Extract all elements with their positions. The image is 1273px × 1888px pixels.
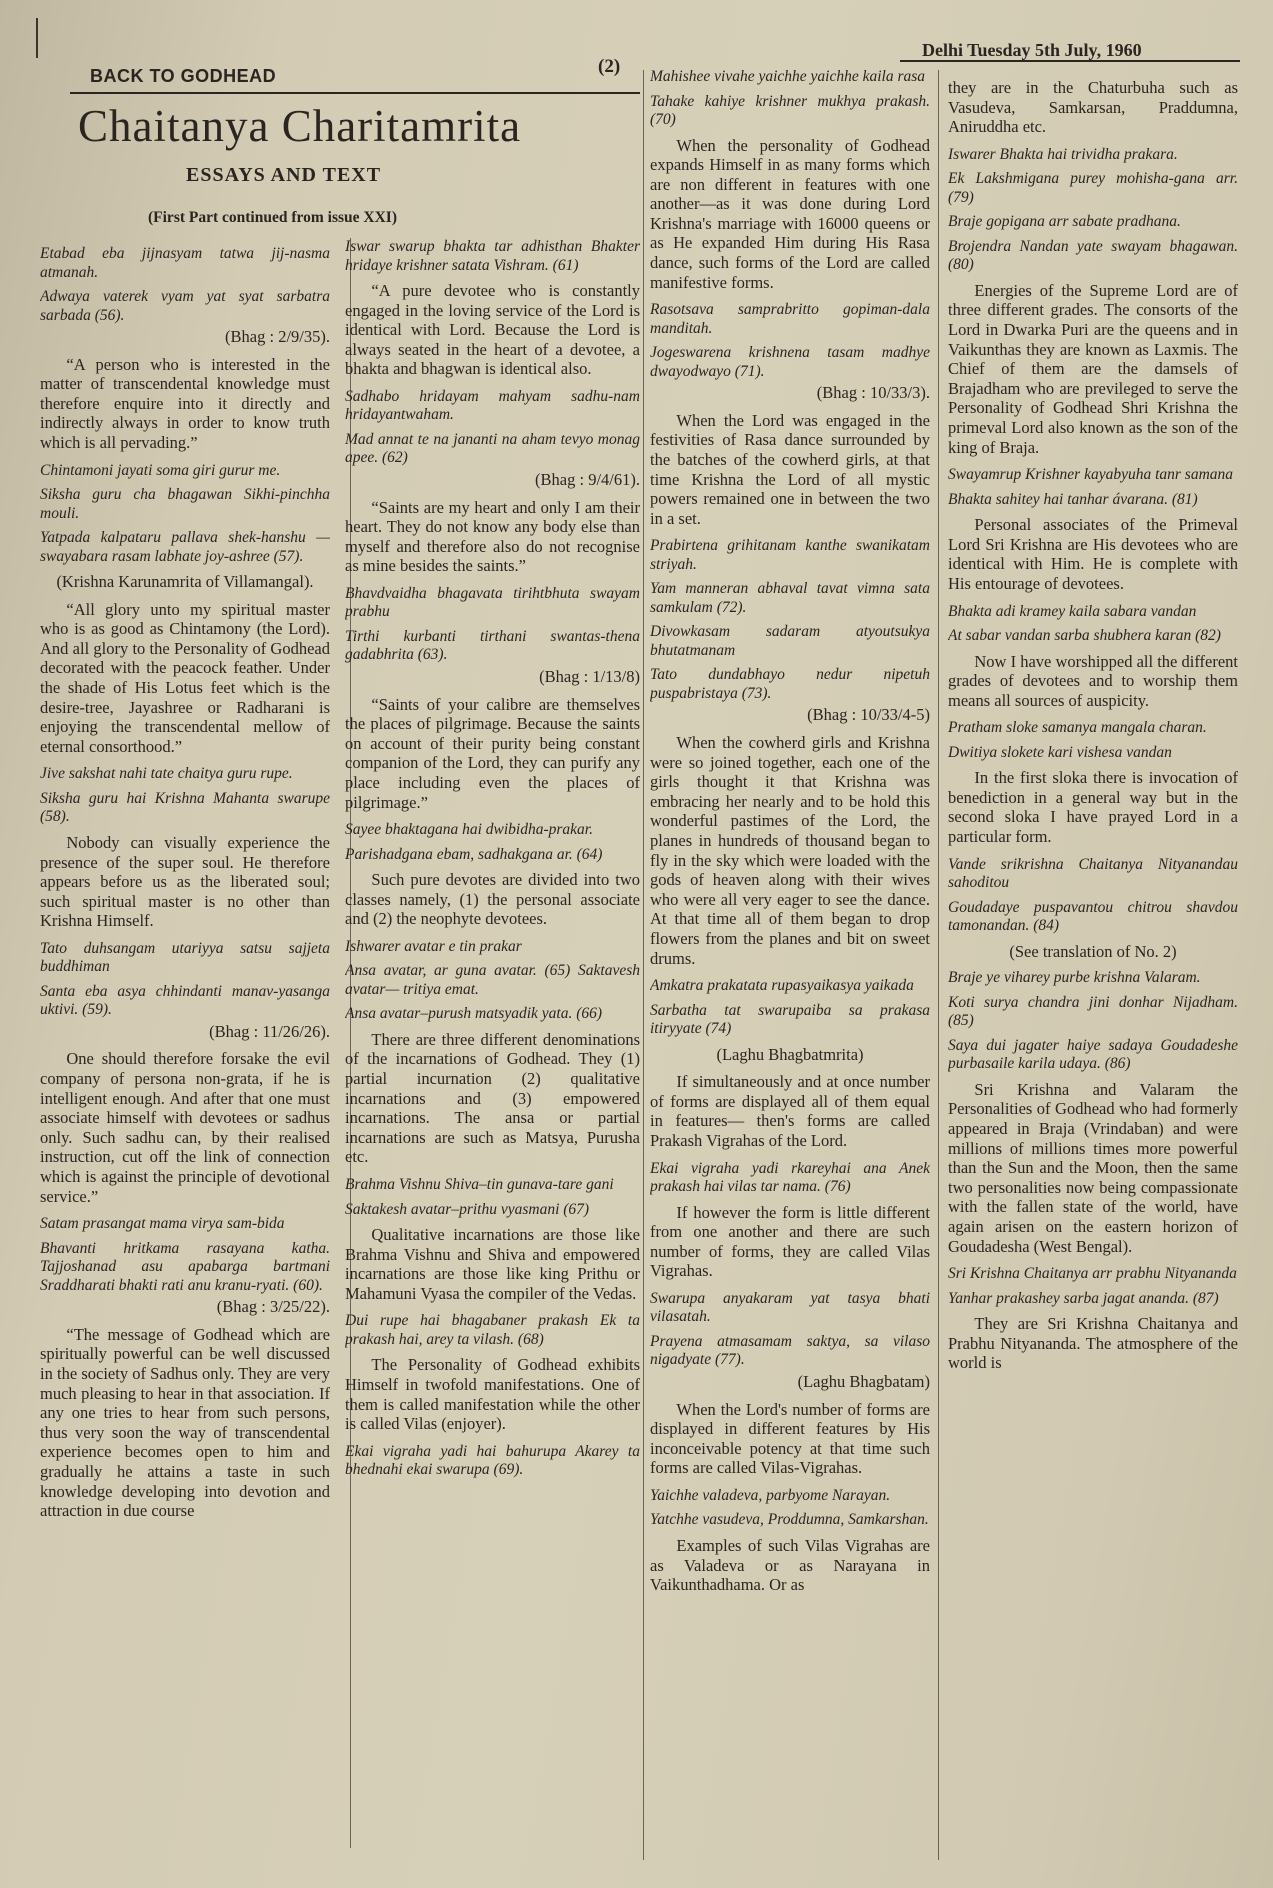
verse-text: Iswarer Bhakta hai trividha prakara.: [948, 145, 1178, 163]
verse-text: Prabirtena grihitanam kanthe swanikatam striyah.: [650, 537, 930, 573]
verse-text: Prayena atmasamam saktya, sa vilaso nigadyate (77).: [650, 1332, 930, 1369]
paragraph: If simultaneously and at once number of forms are displayed all of them equal in features— then's forms are called Prakash Vigrahas of the Lord.: [650, 1072, 930, 1150]
paragraph: Qualitative incarnations are those like Brahma Vishnu and Shiva and empowered incarnations are those like king Prithu or Mahamuni Vyasa the compiler of the Vedas.: [345, 1225, 640, 1303]
verse-text: Mahishee vivahe yaichhe yaichhe kaila rasa: [650, 68, 926, 85]
paragraph: There are three different denominations of the incarnations of Godhead. They (1) partial incurnation (2) qualitative incarnations and (3) empowered incarnations. The ansa or partial incarnations are such as Matsya, Purusha etc.: [345, 1029, 640, 1167]
continuation-note: (First Part continued from issue XXI): [148, 209, 397, 226]
column-4: [948, 78, 1238, 1868]
column-divider: [938, 70, 939, 1860]
verse-text: Ishwarer avatar e tin prakar: [345, 937, 522, 955]
verse-text: Iswar swarup bhakta tar adhisthan Bhakter hridaye krishner satata Vishram. (61): [345, 238, 640, 274]
paragraph: Energies of the Supreme Lord are of three different grades. The consorts of the Lord in Dwarka Puri are the queens and in Vaikunthas they are known as Laxmis. The Chief of them are the damsels of Brajadham who are previleged to serve the Personality of Godhead Shri Krishna the primeval Lord also known as the son of the king of Braja.: [948, 280, 1238, 457]
verse-text: Koti surya chandra jini donhar Nijadham. (85): [948, 993, 1238, 1030]
paragraph: The Personality of Godhead exhibits Himself in twofold manifestations. One of them is called manifestation while the other is called Vilas (enjoyer).: [345, 1355, 640, 1434]
dateline: Delhi Tuesday 5th July, 1960: [922, 40, 1142, 60]
verse-text: Bhakta adi kramey kaila sabara vandan: [948, 602, 1197, 620]
verse-text: Bhakta sahitey hai tanhar ávarana. (81): [948, 490, 1198, 508]
verse-text: Brahma Vishnu Shiva–tin gunava-tare gani: [345, 1176, 614, 1194]
verse-text: Etabad eba jijnasyam tatwa jij-nasma atmanah.: [40, 245, 330, 281]
verse-text: Sarbatha tat swarupaiba sa prakasa itiryyate (74): [650, 1001, 930, 1038]
paragraph: “All glory unto my spiritual master who is as good as Chintamony (the Lord). And all glory to the Personality of Godhead decorated with the peacock feather. Under the shade of His Lotus feet which is the desire-tree, Jayashree or Radharani is enjoying the transcendental mellow of eternal consorthood.”: [40, 599, 330, 756]
verse-text: Yatpada kalpataru pallava shek-hanshu —swayabara rasam labhate joy-ashree (57).: [40, 529, 330, 565]
paragraph: Examples of such Vilas Vigrahas are as Valadeva or as Narayana in Vaikunthadhama. Or as: [650, 1535, 930, 1595]
column-3: [650, 68, 930, 1858]
verse-text: Parishadgana ebam, sadhakgana ar. (64): [345, 845, 603, 863]
paragraph: “A pure devotee who is constantly engaged in the loving service of the Lord is identical with Lord. Because the Lord is always seated in the heart of a devotee, a bhakta and bhagwan is identical also.: [345, 281, 640, 379]
source-citation: (Laghu Bhagbatmrita): [716, 1044, 864, 1064]
verse-text: Sri Krishna Chaitanya arr prabhu Nityananda: [948, 1265, 1237, 1283]
paragraph: If however the form is little different from one another and there are such number of forms, they are called Vilas Vigrahas.: [650, 1202, 930, 1281]
paragraph: Sri Krishna and Valaram the Personalities of Godhead who had formerly appeared in Braja (Vrindaban) and were millions of millions times more powerful than the Sun and the Moon, then the same two personalities now being compassionate with the fallen state of the world, have again arisen on the eastern horizon of Goudadesha (West Bengal).: [948, 1079, 1238, 1256]
source-citation: (See translation of No. 2): [1009, 941, 1177, 961]
verse-text: Adwaya vaterek vyam yat syat sarbatra sarbada (56).: [40, 288, 330, 324]
verse-text: Dui rupe hai bhagabaner prakash Ek ta prakash hai, arey ta vilash. (68): [345, 1312, 640, 1348]
verse-text: Goudadaye puspavantou chitrou shavdou tamonandan. (84): [948, 898, 1238, 935]
article-subtitle: ESSAYS AND TEXT: [186, 164, 382, 186]
verse-text: Yatchhe vasudeva, Proddumna, Samkarshan.: [650, 1511, 929, 1529]
paragraph: “Saints are my heart and only I am their heart. They do not know any body else than myself and therefore also do not recognise as mine besides the saints.”: [345, 497, 640, 576]
verse-text: Amkatra prakatata rupasyaikasya yaikada: [650, 977, 914, 995]
verse-text: Ansa avatar, ar guna avatar. (65) Saktavesh avatar— tritiya emat.: [345, 962, 640, 998]
paragraph: Personal associates of the Primeval Lord Sri Krishna are His devotees who are identical with Him. He is complete with His entourage of devotees.: [948, 515, 1238, 593]
verse-text: Tirthi kurbanti tirthani swantas-thena gadabhrita (63).: [345, 627, 640, 664]
page-number: (2): [598, 56, 621, 77]
verse-text: Saktakesh avatar–prithu vyasmani (67): [345, 1200, 590, 1218]
verse-text: Saya dui jagater haiye sadaya Goudadeshe purbasaile karila udaya. (86): [948, 1036, 1238, 1073]
verse-text: Chintamoni jayati soma giri gurur me.: [40, 461, 281, 479]
verse-text: Tato dundabhayo nedur nipetuh puspabristaya (73).: [650, 666, 930, 702]
scripture-reference: (Bhag : 11/26/26).: [209, 1021, 330, 1041]
scripture-reference: (Bhag : 2/9/35).: [225, 327, 330, 346]
source-citation: (Krishna Karunamrita of Villamangal).: [56, 572, 314, 592]
verse-text: Ekai vigraha yadi hai bahurupa Akarey ta bhednahi ekai swarupa (69).: [345, 1442, 640, 1479]
paragraph: Nobody can visually experience the presence of the super soul. He therefore appears before us as the liberated soul; such spiritual master is no other than Krishna Himself.: [40, 832, 330, 931]
paragraph: When the personality of Godhead expands Himself in as many forms which are non different in features with one another—as it was done during Lord Krishna's marriage with 16000 queens or as He expanded Him during His Rasa dance, such forms of the Lord are called manifestive forms.: [650, 135, 930, 292]
verse-text: Satam prasangat mama virya sam-bida: [40, 1215, 285, 1233]
verse-text: Yanhar prakashey sarba jagat ananda. (87): [948, 1289, 1219, 1307]
verse-text: Jive sakshat nahi tate chaitya guru rupe.: [40, 765, 293, 783]
verse-text: Dwitiya slokete kari vishesa vandan: [948, 743, 1172, 761]
pencil-margin-mark: [36, 18, 38, 58]
verse-text: Rasotsava samprabritto gopiman-dala manditah.: [650, 301, 930, 337]
verse-text: Tahake kahiye krishner mukhya prakash. (70): [650, 92, 930, 128]
column-1: [40, 245, 330, 1855]
paragraph: They are Sri Krishna Chaitanya and Prabhu Nityananda. The atmosphere of the world is: [948, 1314, 1238, 1373]
header-rule-left: [70, 92, 640, 94]
scripture-reference: (Bhag : 1/13/8): [539, 666, 640, 686]
verse-text: Santa eba asya chhindanti manav-yasanga uktivi. (59).: [40, 982, 330, 1019]
paragraph: Now I have worshipped all the different grades of devotees and to worship them means all sources of auspicity.: [948, 651, 1238, 710]
verse-text: Vande srikrishna Chaitanya Nityanandau sahoditou: [948, 855, 1238, 892]
verse-text: Bhavdvaidha bhagavata tirihtbhuta swayam prabhu: [345, 584, 640, 621]
verse-text: Mad annat te na jananti na aham tevyo monag apee. (62): [345, 430, 640, 467]
article-heading: [78, 100, 638, 227]
scripture-reference: (Laghu Bhagbatam): [797, 1371, 930, 1391]
verse-text: Swarupa anyakaram yat tasya bhati vilasatah.: [650, 1289, 930, 1326]
paragraph: “A person who is interested in the matter of transcendental knowledge must therefore enquire into it directly and indirectly always in order to know truth which is all pervading.”: [40, 354, 330, 452]
paragraph: “Saints of your calibre are themselves the places of pilgrimage. Because the saints on account of their purity being constant companion of the Lord, they can purify any place including even the places of pilgrimage.”: [345, 694, 640, 812]
paragraph: Such pure devotes are divided into two classes namely, (1) the personal associate and (2) the neophyte devotees.: [345, 870, 640, 929]
verse-text: Ek Lakshmigana purey mohisha-gana arr. (79): [948, 170, 1238, 206]
verse-text: Siksha guru cha bhagawan Sikhi-pinchha mouli.: [40, 486, 330, 522]
scripture-reference: (Bhag : 9/4/61).: [535, 469, 640, 489]
verse-text: Yam manneran abhaval tavat vimna sata samkulam (72).: [650, 580, 930, 616]
verse-text: Braje ye viharey purbe krishna Valaram.: [948, 969, 1201, 987]
verse-text: Bhavanti hritkama rasayana katha. Tajjoshanad asu apabarga bartmani Sraddharati bhakti rati anu kranu-ryati. (60).: [40, 1239, 330, 1294]
verse-text: Jogeswarena krishnena tasam madhye dwayodwayo (71).: [650, 344, 930, 380]
paragraph: “The message of Godhead which are spiritually powerful can be well discussed in the society of Sadhus only. They are very much pleasing to hear in that association. If any one tries to hear from such persons, thus very soon the way of transcendental experience becomes open to him and gradually he attains a taste in such knowledge developing into devotion and attraction in due course: [40, 1324, 330, 1521]
paragraph: In the first sloka there is invocation of benediction in a general way but in the second sloka I have prayed Lord in a particular form.: [948, 768, 1238, 847]
paragraph: One should therefore forsake the evil company of persona non-grata, if he is intelligent enough. And after that one must associate himself with devotees or sadhus only. Such sadhu can, by their realised instruction, cut off the link of connection which is against the principle of devotional service.”: [40, 1049, 330, 1206]
verse-text: Sadhabo hridayam mahyam sadhu-nam hridayantwaham.: [345, 387, 640, 424]
header-rule-right: [900, 60, 1240, 62]
verse-text: Yaichhe valadeva, parbyome Narayan.: [650, 1486, 891, 1504]
column-divider: [643, 70, 644, 1860]
scripture-reference: (Bhag : 10/33/3).: [816, 383, 930, 403]
verse-text: Sayee bhaktagana hai dwibidha-prakar.: [345, 821, 593, 839]
verse-text: Siksha guru hai Krishna Mahanta swarupe (58).: [40, 789, 330, 826]
verse-text: Ansa avatar–purush matsyadik yata. (66): [345, 1005, 603, 1023]
scripture-reference: (Bhag : 3/25/22).: [216, 1297, 330, 1317]
scripture-reference: (Bhag : 10/33/4-5): [807, 705, 930, 725]
paragraph: When the Lord's number of forms are displayed in different features by His inconceivable potency at that time such forms are called Vilas-Vigrahas.: [650, 1399, 930, 1478]
paragraph: they are in the Chaturbuha such as Vasudeva, Samkarsan, Praddumna, Aniruddha etc.: [948, 78, 1238, 137]
verse-text: Ekai vigraha yadi rkareyhai ana Anek prakash hai vilas tar nama. (76): [650, 1159, 930, 1196]
verse-text: Brojendra Nandan yate swayam bhagawan. (80): [948, 237, 1238, 274]
verse-text: Tato duhsangam utariyya satsu sajjeta buddhiman: [40, 939, 330, 976]
verse-text: Braje gopigana arr sabate pradhana.: [948, 213, 1181, 231]
verse-text: Pratham sloke samanya mangala charan.: [948, 719, 1207, 737]
article-title: Chaitanya Charitamrita: [78, 101, 522, 151]
column-2: [345, 238, 640, 1858]
paragraph: When the cowherd girls and Krishna were so joined together, each one of the girls thought it that Krishna was embracing her nearly and to be hold this wonderful pastimes of the Lord, the planes in hundreds of thousand began to fly in the sky which were loaded with the gods of heaven along with their wives who were all very eager to see the dance. At that time all of them began to drop flowers from the planes and bit on sweet drums.: [650, 733, 930, 968]
verse-text: At sabar vandan sarba shubhera karan (82): [948, 627, 1221, 644]
verse-text: Divowkasam sadaram atyoutsukya bhutatmanam: [650, 623, 930, 659]
paragraph: When the Lord was engaged in the festivities of Rasa dance surrounded by the batches of the cowherd girls, at that time Krishna the Lord of all mystic powers remained one in between the two in a set.: [650, 410, 930, 528]
verse-text: Swayamrup Krishner kayabyuha tanr samana: [948, 466, 1234, 484]
running-head: BACK TO GODHEAD: [90, 66, 277, 86]
